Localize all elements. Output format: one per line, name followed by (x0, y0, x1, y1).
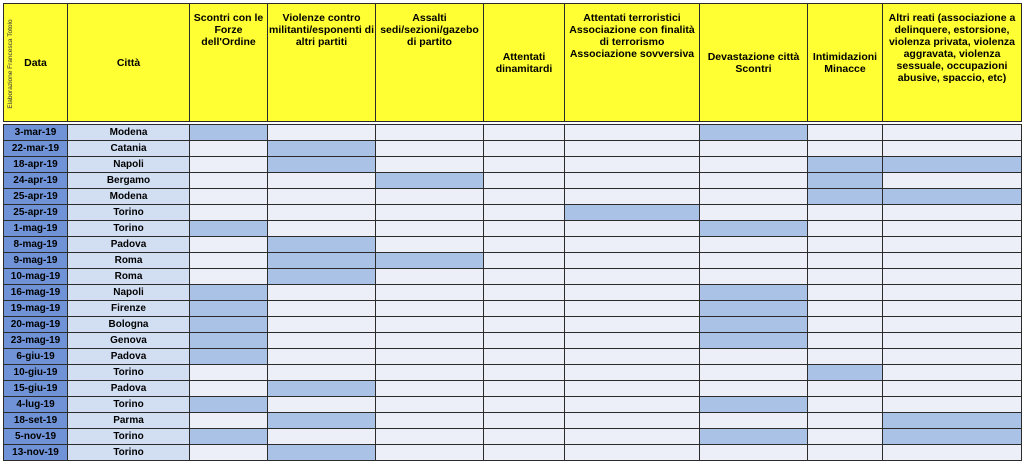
date-cell: 13-nov-19 (4, 445, 68, 461)
marked-cell (700, 221, 808, 237)
header-row (4, 4, 1022, 122)
table-row (4, 445, 1022, 461)
empty-cell (565, 125, 700, 141)
marked-cell (883, 157, 1022, 173)
empty-cell (268, 125, 376, 141)
marked-cell (376, 253, 484, 269)
city-cell: Roma (68, 269, 190, 285)
date-cell: 1-mag-19 (4, 221, 68, 237)
empty-cell (700, 141, 808, 157)
empty-cell (484, 285, 565, 301)
marked-cell (190, 301, 268, 317)
empty-cell (883, 301, 1022, 317)
empty-cell (484, 125, 565, 141)
date-cell: 18-apr-19 (4, 157, 68, 173)
marked-cell (808, 157, 883, 173)
table-row (4, 173, 1022, 189)
empty-cell (484, 141, 565, 157)
empty-cell (376, 301, 484, 317)
empty-cell (883, 333, 1022, 349)
empty-cell (484, 237, 565, 253)
table-row (4, 189, 1022, 205)
header-altri-reati: Altri reati (associazione a delinquere, estorsione, violenza privata, violenza aggravata, violenza sessuale, occupazioni abusive, spaccio, etc) (883, 4, 1022, 122)
marked-cell (268, 413, 376, 429)
empty-cell (190, 189, 268, 205)
empty-cell (883, 381, 1022, 397)
empty-cell (565, 253, 700, 269)
empty-cell (700, 205, 808, 221)
city-cell: Torino (68, 365, 190, 381)
empty-cell (808, 221, 883, 237)
empty-cell (565, 141, 700, 157)
header-violenze-militanti: Violenze contro militanti/esponenti di altri partiti (268, 4, 376, 122)
empty-cell (484, 269, 565, 285)
empty-cell (808, 301, 883, 317)
empty-cell (883, 221, 1022, 237)
header-devastazione-scontri: Devastazione città Scontri (700, 4, 808, 122)
empty-cell (376, 381, 484, 397)
empty-cell (565, 317, 700, 333)
marked-cell (190, 333, 268, 349)
table-row (4, 301, 1022, 317)
empty-cell (565, 285, 700, 301)
empty-cell (268, 285, 376, 301)
empty-cell (190, 141, 268, 157)
header-scontri-forze-ordine: Scontri con le Forze dell'Ordine (190, 4, 268, 122)
empty-cell (190, 237, 268, 253)
empty-cell (376, 445, 484, 461)
empty-cell (484, 365, 565, 381)
empty-cell (700, 413, 808, 429)
date-cell: 20-mag-19 (4, 317, 68, 333)
table-body (4, 122, 1022, 461)
city-cell: Modena (68, 189, 190, 205)
marked-cell (268, 157, 376, 173)
date-cell: 15-giu-19 (4, 381, 68, 397)
city-cell: Modena (68, 125, 190, 141)
empty-cell (190, 381, 268, 397)
marked-cell (883, 413, 1022, 429)
table-row (4, 349, 1022, 365)
empty-cell (808, 269, 883, 285)
city-cell: Padova (68, 381, 190, 397)
table-row (4, 221, 1022, 237)
date-cell: 3-mar-19 (4, 125, 68, 141)
marked-cell (190, 285, 268, 301)
marked-cell (190, 397, 268, 413)
empty-cell (268, 365, 376, 381)
empty-cell (484, 221, 565, 237)
empty-cell (268, 173, 376, 189)
header-assalti-sedi: Assalti sedi/sezioni/gazebo di partito (376, 4, 484, 122)
date-cell: 16-mag-19 (4, 285, 68, 301)
credit-label: Elaborazione Francesca Totolo (7, 19, 14, 109)
empty-cell (565, 221, 700, 237)
empty-cell (883, 349, 1022, 365)
empty-cell (190, 253, 268, 269)
empty-cell (565, 269, 700, 285)
empty-cell (376, 317, 484, 333)
table-row (4, 237, 1022, 253)
empty-cell (376, 205, 484, 221)
marked-cell (808, 365, 883, 381)
marked-cell (808, 173, 883, 189)
city-cell: Bergamo (68, 173, 190, 189)
date-cell: 24-apr-19 (4, 173, 68, 189)
date-cell: 18-set-19 (4, 413, 68, 429)
header-attentati-dinamitardi: Attentati dinamitardi (484, 4, 565, 122)
date-cell: 22-mar-19 (4, 141, 68, 157)
empty-cell (376, 285, 484, 301)
empty-cell (376, 365, 484, 381)
city-cell: Torino (68, 397, 190, 413)
date-cell: 25-apr-19 (4, 205, 68, 221)
empty-cell (883, 253, 1022, 269)
empty-cell (268, 349, 376, 365)
empty-cell (565, 397, 700, 413)
header-citta: Città (68, 4, 190, 122)
date-cell: 6-giu-19 (4, 349, 68, 365)
empty-cell (700, 381, 808, 397)
empty-cell (376, 349, 484, 365)
empty-cell (376, 157, 484, 173)
marked-cell (268, 381, 376, 397)
empty-cell (565, 237, 700, 253)
empty-cell (700, 237, 808, 253)
empty-cell (268, 301, 376, 317)
empty-cell (700, 189, 808, 205)
marked-cell (190, 125, 268, 141)
marked-cell (883, 189, 1022, 205)
empty-cell (883, 205, 1022, 221)
city-cell: Padova (68, 349, 190, 365)
table-row (4, 141, 1022, 157)
table-row (4, 157, 1022, 173)
empty-cell (883, 237, 1022, 253)
marked-cell (808, 189, 883, 205)
empty-cell (268, 397, 376, 413)
empty-cell (268, 221, 376, 237)
empty-cell (190, 173, 268, 189)
empty-cell (883, 397, 1022, 413)
empty-cell (700, 157, 808, 173)
empty-cell (883, 285, 1022, 301)
table-row (4, 381, 1022, 397)
empty-cell (808, 381, 883, 397)
empty-cell (808, 397, 883, 413)
empty-cell (484, 301, 565, 317)
table-row (4, 333, 1022, 349)
empty-cell (565, 173, 700, 189)
empty-cell (268, 317, 376, 333)
city-cell: Torino (68, 221, 190, 237)
empty-cell (484, 189, 565, 205)
marked-cell (700, 285, 808, 301)
table-row (4, 125, 1022, 141)
city-cell: Torino (68, 429, 190, 445)
date-cell: 19-mag-19 (4, 301, 68, 317)
empty-cell (376, 141, 484, 157)
date-cell: 10-giu-19 (4, 365, 68, 381)
empty-cell (808, 445, 883, 461)
marked-cell (376, 173, 484, 189)
city-cell: Bologna (68, 317, 190, 333)
marked-cell (700, 333, 808, 349)
city-cell: Torino (68, 205, 190, 221)
empty-cell (484, 381, 565, 397)
incidents-table (3, 3, 1022, 461)
empty-cell (700, 269, 808, 285)
city-cell: Napoli (68, 285, 190, 301)
empty-cell (700, 253, 808, 269)
marked-cell (268, 445, 376, 461)
marked-cell (268, 237, 376, 253)
table-row (4, 285, 1022, 301)
empty-cell (808, 317, 883, 333)
empty-cell (376, 221, 484, 237)
empty-cell (808, 237, 883, 253)
empty-cell (808, 349, 883, 365)
empty-cell (484, 397, 565, 413)
empty-cell (376, 237, 484, 253)
empty-cell (484, 317, 565, 333)
empty-cell (808, 205, 883, 221)
empty-cell (883, 125, 1022, 141)
empty-cell (190, 157, 268, 173)
table-row (4, 413, 1022, 429)
empty-cell (565, 413, 700, 429)
empty-cell (484, 173, 565, 189)
city-cell: Napoli (68, 157, 190, 173)
table-row (4, 253, 1022, 269)
empty-cell (808, 285, 883, 301)
city-cell: Roma (68, 253, 190, 269)
empty-cell (565, 381, 700, 397)
empty-cell (883, 365, 1022, 381)
empty-cell (883, 173, 1022, 189)
marked-cell (565, 205, 700, 221)
city-cell: Padova (68, 237, 190, 253)
marked-cell (190, 221, 268, 237)
empty-cell (565, 445, 700, 461)
empty-cell (565, 349, 700, 365)
empty-cell (565, 189, 700, 205)
date-cell: 4-lug-19 (4, 397, 68, 413)
empty-cell (484, 445, 565, 461)
empty-cell (565, 157, 700, 173)
table-row (4, 205, 1022, 221)
empty-cell (268, 205, 376, 221)
empty-cell (376, 125, 484, 141)
empty-cell (883, 141, 1022, 157)
date-cell: 8-mag-19 (4, 237, 68, 253)
empty-cell (484, 157, 565, 173)
table-row (4, 317, 1022, 333)
empty-cell (808, 253, 883, 269)
empty-cell (484, 205, 565, 221)
empty-cell (376, 189, 484, 205)
empty-cell (376, 333, 484, 349)
empty-cell (700, 445, 808, 461)
table-row (4, 365, 1022, 381)
empty-cell (268, 189, 376, 205)
empty-cell (565, 301, 700, 317)
empty-cell (190, 445, 268, 461)
empty-cell (484, 253, 565, 269)
empty-cell (883, 317, 1022, 333)
marked-cell (268, 269, 376, 285)
empty-cell (190, 413, 268, 429)
empty-cell (376, 397, 484, 413)
date-cell: 25-apr-19 (4, 189, 68, 205)
marked-cell (190, 349, 268, 365)
empty-cell (190, 365, 268, 381)
empty-cell (808, 413, 883, 429)
marked-cell (700, 301, 808, 317)
marked-cell (700, 125, 808, 141)
date-cell: 5-nov-19 (4, 429, 68, 445)
city-cell: Genova (68, 333, 190, 349)
date-cell: 23-mag-19 (4, 333, 68, 349)
empty-cell (700, 365, 808, 381)
empty-cell (484, 413, 565, 429)
empty-cell (376, 413, 484, 429)
table-row (4, 397, 1022, 413)
header-intimidazioni-minacce: Intimidazioni Minacce (808, 4, 883, 122)
city-cell: Torino (68, 445, 190, 461)
marked-cell (268, 253, 376, 269)
date-cell: 10-mag-19 (4, 269, 68, 285)
empty-cell (883, 445, 1022, 461)
empty-cell (700, 173, 808, 189)
empty-cell (700, 349, 808, 365)
header-attentati-terroristici: Attentati terroristici Associazione con finalità di terrorismo Associazione sovversiva (565, 4, 700, 122)
empty-cell (484, 333, 565, 349)
empty-cell (808, 141, 883, 157)
header-data: Elaborazione Francesca Totolo Data (4, 4, 68, 122)
empty-cell (376, 269, 484, 285)
city-cell: Catania (68, 141, 190, 157)
marked-cell (190, 317, 268, 333)
marked-cell (700, 317, 808, 333)
city-cell: Firenze (68, 301, 190, 317)
marked-cell (268, 141, 376, 157)
empty-cell (883, 269, 1022, 285)
date-cell: 9-mag-19 (4, 253, 68, 269)
city-cell: Parma (68, 413, 190, 429)
empty-cell (190, 269, 268, 285)
empty-cell (268, 333, 376, 349)
empty-cell (808, 333, 883, 349)
table-row (4, 269, 1022, 285)
empty-cell (808, 125, 883, 141)
empty-cell (484, 349, 565, 365)
empty-cell (565, 365, 700, 381)
empty-cell (190, 205, 268, 221)
empty-cell (565, 333, 700, 349)
marked-cell (700, 397, 808, 413)
